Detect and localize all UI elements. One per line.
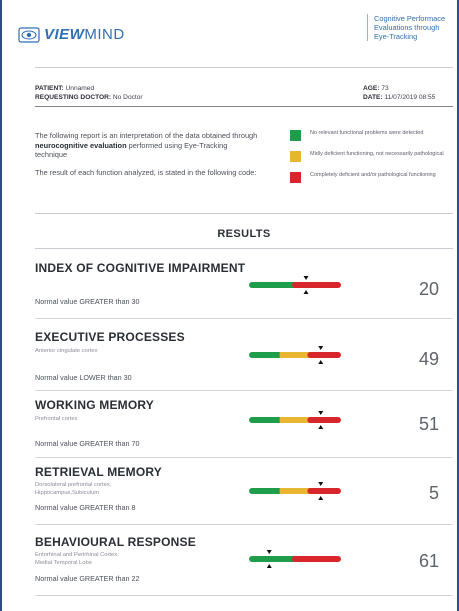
section-divider [35, 457, 453, 458]
legend-item-yellow: Midly deficient functioning, not necessarily pathological [290, 151, 455, 170]
legend-swatch-green [290, 130, 301, 141]
normal-value-text: Normal value GREATER than 22 [35, 574, 140, 583]
section-title: WORKING MEMORY [35, 398, 155, 412]
score-value: 5 [428, 483, 439, 503]
section-subtitle: Dorsolateral prefrontal cortex, Hippocampus,Subiculum [35, 482, 112, 496]
section-divider [35, 318, 453, 319]
age-value: 73 [381, 85, 389, 92]
patient-label: PATIENT: [35, 85, 64, 92]
section-subtitle: Entorhinal and Perirhinal Cortex. Medial Temporal Lobe [35, 552, 119, 566]
legend-item-green: No relevant functional problems were detected [290, 130, 455, 149]
section-title: BEHAVIOURAL RESPONSE [35, 535, 196, 549]
date-value: 11/07/2019 08:55 [384, 93, 436, 101]
score-bar [249, 275, 341, 295]
normal-value-text: Normal value GREATER than 70 [35, 439, 140, 448]
marker-top-icon [318, 482, 323, 486]
score-value: 61 [418, 551, 439, 571]
patient-value: Unnamed [65, 85, 95, 92]
score-bar [249, 345, 341, 365]
intro-paragraph-2: The result of each function analyzed, is stated in the following code: [35, 167, 257, 177]
date-label: DATE: [363, 93, 383, 101]
marker-bottom-icon [318, 360, 323, 364]
score-bar [249, 410, 341, 430]
patient-info [35, 85, 143, 102]
score-value: 20 [418, 279, 439, 299]
patient-meta [363, 85, 435, 102]
normal-value-text: Normal value GREATER than 30 [35, 297, 140, 306]
section-title: INDEX OF COGNITIVE IMPAIRMENT [35, 261, 246, 275]
patient-divider [35, 106, 453, 107]
marker-bottom-icon [304, 290, 309, 294]
age-label: AGE: [363, 85, 380, 92]
score-bar [249, 549, 341, 569]
logo-text-light: MIND [84, 26, 125, 43]
marker-bottom-icon [267, 564, 272, 568]
section-subtitle: Anterior cingulate cortex [35, 348, 98, 354]
legend-swatch-yellow [290, 151, 301, 162]
results-heading: RESULTS [217, 228, 271, 240]
marker-bottom-icon [318, 496, 323, 500]
intro-paragraph-1: The following report is an interpretation of the data obtained through neurocognitive evaluation performed using Eye-Tracking technique [35, 131, 258, 160]
marker-top-icon [318, 411, 323, 415]
marker-bottom-icon [318, 425, 323, 429]
normal-value-text: Normal value LOWER than 30 [35, 373, 132, 382]
report-title: Cognitive Performace Evaluations through Eye-Tracking [367, 14, 455, 41]
color-legend [290, 130, 455, 193]
viewmind-logo [18, 26, 125, 43]
section-divider [35, 390, 453, 391]
legend-swatch-red [290, 172, 301, 183]
section-title: EXECUTIVE PROCESSES [35, 330, 185, 344]
score-value: 49 [418, 349, 439, 369]
results-divider [35, 248, 453, 249]
intro-divider [35, 213, 453, 214]
marker-top-icon [304, 276, 309, 280]
header-divider [35, 67, 453, 68]
doctor-label: REQUESTING DOCTOR: [35, 93, 112, 101]
section-subtitle: Prefrontal cortex [35, 416, 78, 422]
score-bar [249, 481, 341, 501]
section-divider [35, 524, 453, 525]
score-value: 51 [418, 414, 439, 434]
eye-icon [18, 27, 40, 43]
legend-item-red: Completely deficient and/or pathological functioning [290, 172, 455, 191]
intro-text [35, 131, 260, 185]
marker-top-icon [318, 346, 323, 350]
section-divider [35, 595, 453, 596]
normal-value-text: Normal value GREATER than 8 [35, 503, 136, 512]
section-title: RETRIEVAL MEMORY [35, 465, 162, 479]
logo-text-bold: VIEW [44, 26, 85, 43]
marker-top-icon [267, 550, 272, 554]
doctor-value: No Doctor [112, 93, 143, 101]
